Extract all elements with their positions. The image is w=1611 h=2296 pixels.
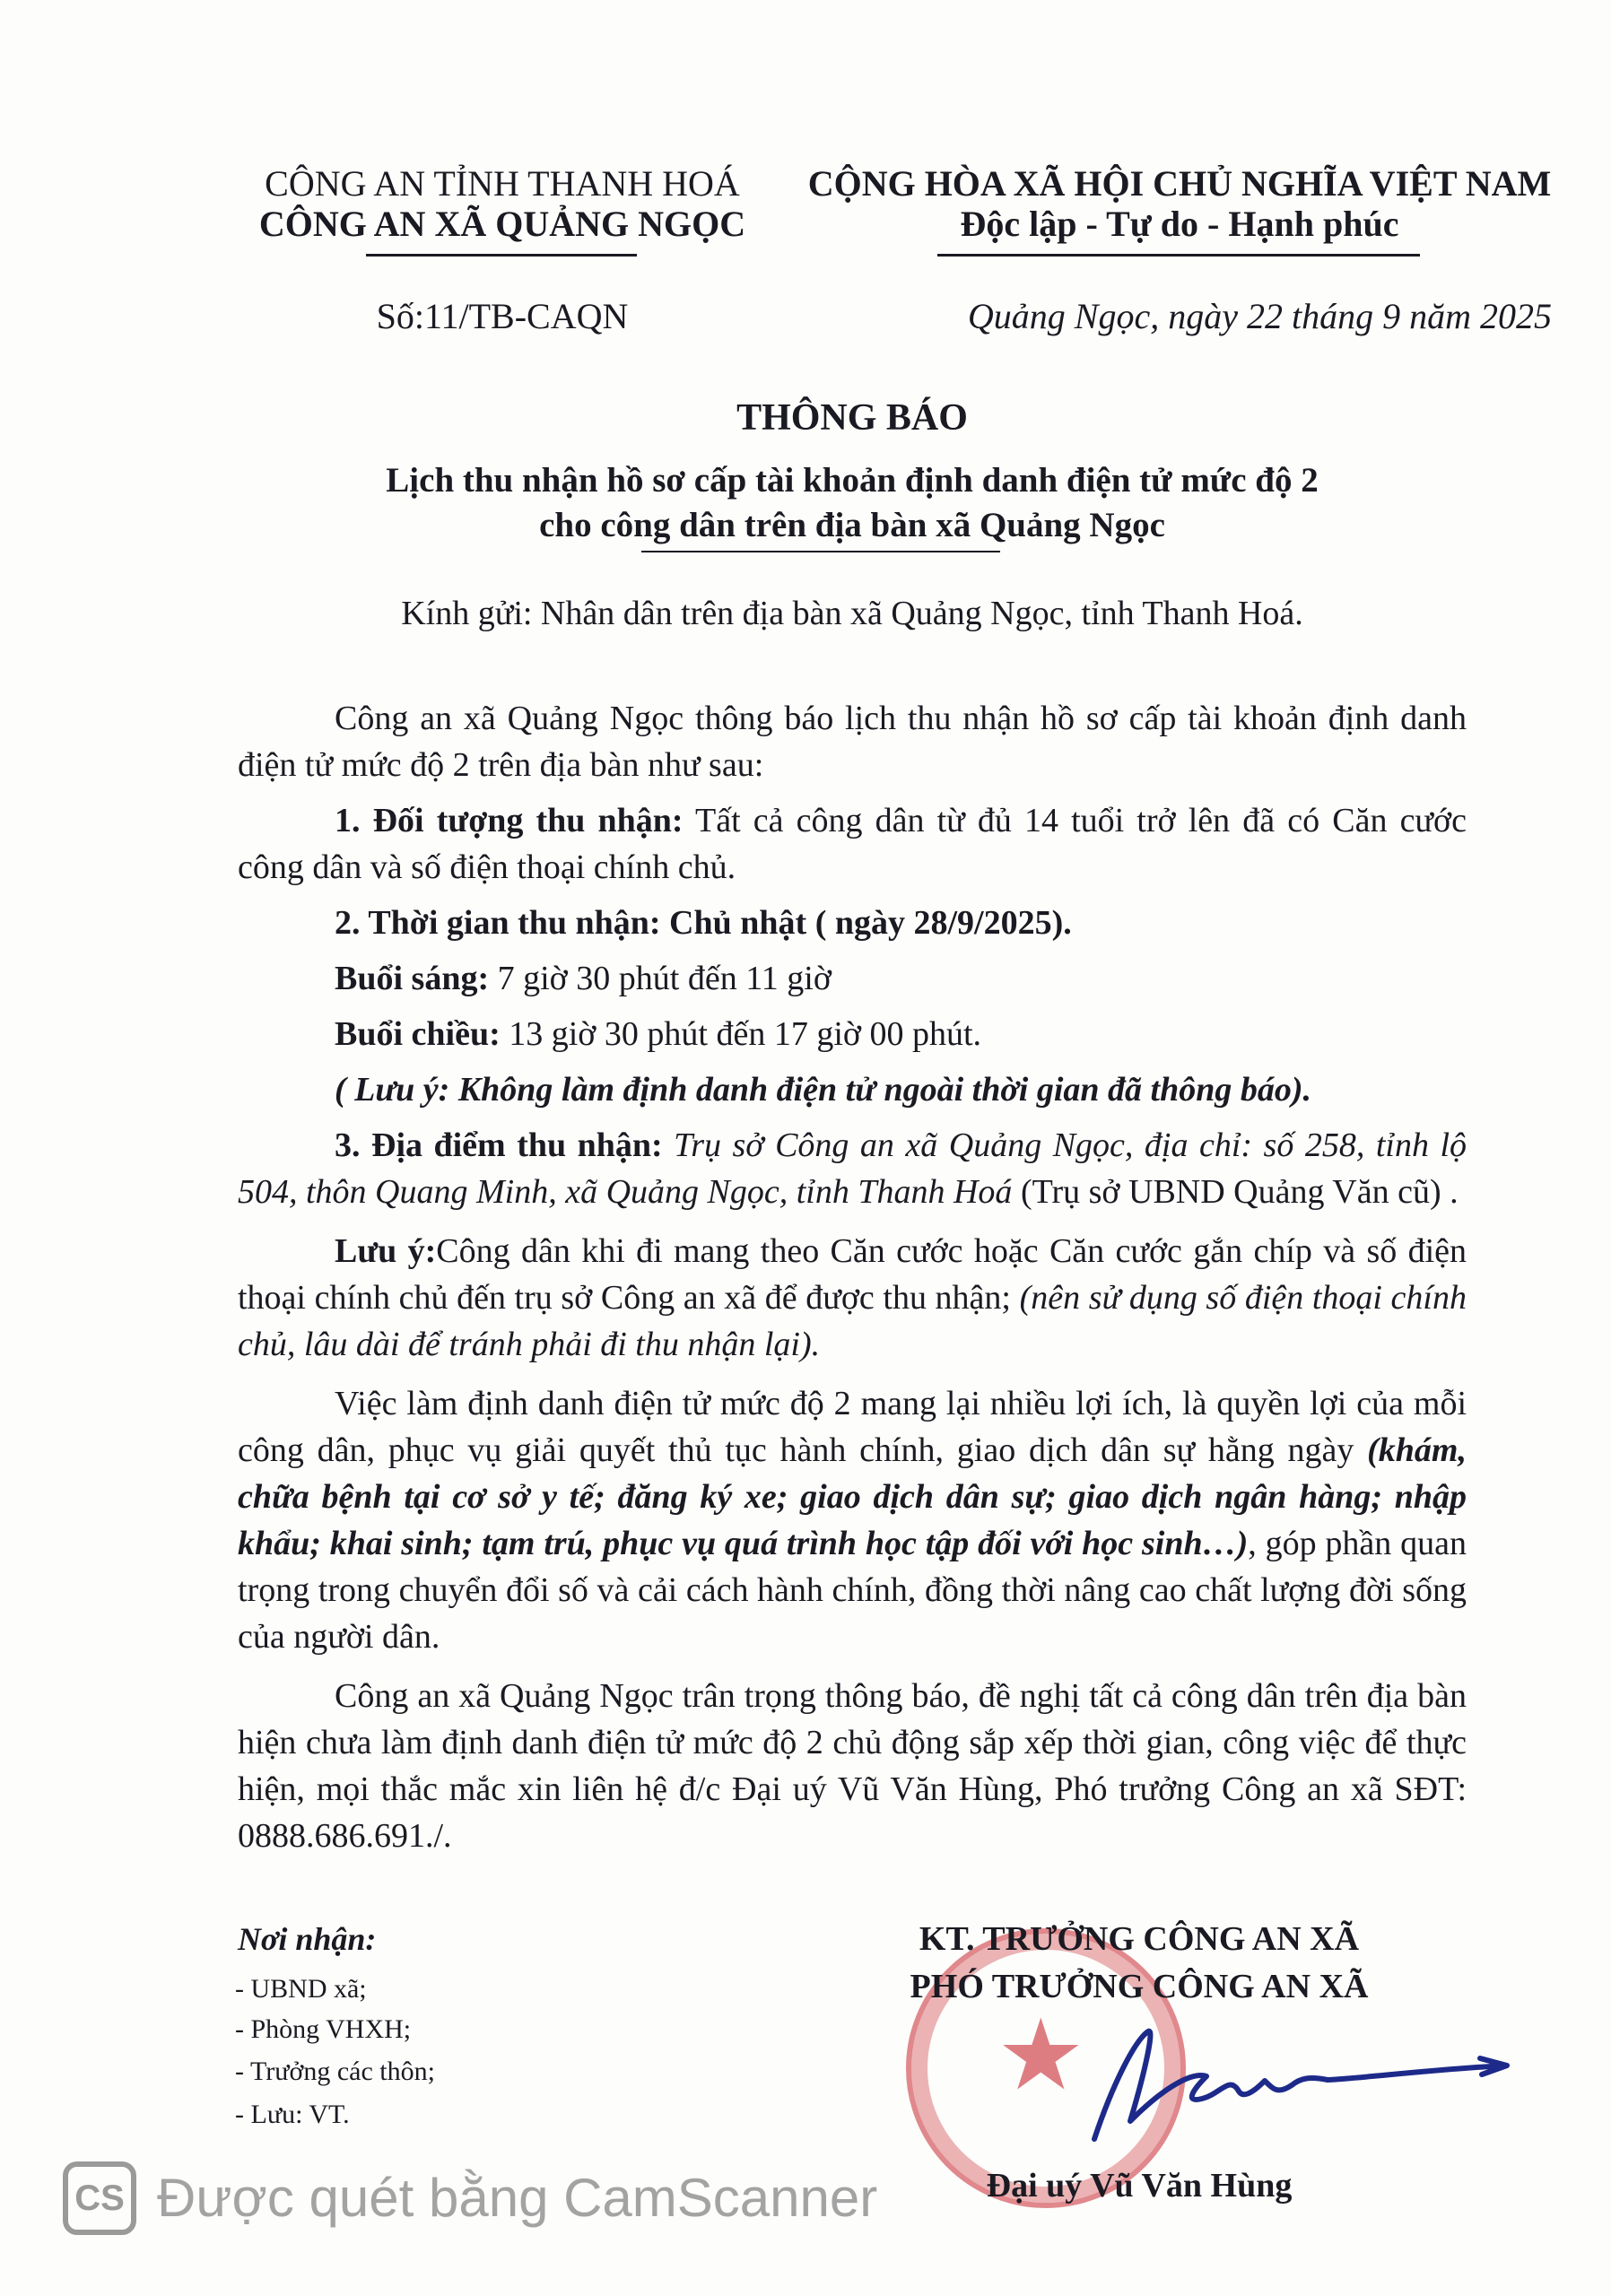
subtitle-underline bbox=[641, 551, 1000, 552]
closing-paragraph: Công an xã Quảng Ngọc trân trọng thông báo, đề nghị tất cả công dân trên địa bàn hiện chưa làm định danh điện tử mức độ 2 chủ động sắp xếp thời gian, công việc để thực hiện, mọi thắc mắc xin liên hệ đ/c Đại uý Vũ Văn Hùng, Phó trưởng Công an xã SĐT: 0888.686.691./. bbox=[238, 1677, 1467, 1855]
document-body bbox=[238, 695, 1467, 1859]
document-subtitle-line2: cho công dân trên địa bàn xã Quảng Ngọc bbox=[539, 506, 1165, 544]
morning-schedule bbox=[238, 955, 1467, 1002]
benefits-paragraph bbox=[238, 1380, 1467, 1660]
note-text: Công dân khi đi mang theo Căn cước hoặc Căn cước gắn chíp và số điện thoại chính chủ đến trụ sở Công an xã để được thu nhận; bbox=[238, 1232, 1467, 1317]
benefits-list: (khám, chữa bệnh tại cơ sở y tế; đăng ký xe; giao dịch dân sự; giao dịch ngân hàng; nhập khẩu; khai sinh; tạm trú, phục vụ quá trình học tập đối với học sinh…) bbox=[238, 1431, 1467, 1562]
signer-name: Đại uý Vũ Văn Hùng bbox=[986, 2167, 1293, 2205]
note-label: Lưu ý: bbox=[335, 1232, 437, 1270]
recipient-item: - UBND xã; bbox=[235, 1974, 367, 2004]
signature-line2: PHÓ TRƯỞNG CÔNG AN XÃ bbox=[910, 1968, 1369, 2005]
item-3-paragraph bbox=[238, 1122, 1467, 1215]
benefits-text-c: , góp phần quan trọng trong chuyển đổi số và cải cách hành chính, đồng thời nâng cao chất lượng đời sống của người dân. bbox=[238, 1525, 1467, 1656]
salutation: Kính gửi: Nhân dân trên địa bàn xã Quảng Ngọc, tỉnh Thanh Hoá. bbox=[401, 595, 1303, 632]
nation-title: CỘNG HÒA XÃ HỘI CHỦ NGHĨA VIỆT NAM bbox=[807, 163, 1552, 204]
agency-parent: CÔNG AN TỈNH THANH HOÁ bbox=[265, 163, 740, 204]
recipient-item: - Phòng VHXH; bbox=[235, 2014, 412, 2044]
afternoon-text: 13 giờ 30 phút đến 17 giờ 00 phút. bbox=[500, 1015, 982, 1053]
item-2-paragraph: 2. Thời gian thu nhận: Chủ nhật ( ngày 28/9/2025). bbox=[335, 904, 1072, 942]
item-3-tail: (Trụ sở UBND Quảng Văn cũ) . bbox=[1012, 1173, 1459, 1211]
recipient-item: - Lưu: VT. bbox=[235, 2100, 350, 2129]
item-1-text: Tất cả công dân từ đủ 14 tuổi trở lên đã có Căn cước công dân và số điện thoại chính chủ. bbox=[238, 802, 1467, 886]
handwritten-signature bbox=[1058, 2022, 1525, 2148]
nation-motto: Độc lập - Tự do - Hạnh phúc bbox=[960, 204, 1399, 244]
intro-paragraph: Công an xã Quảng Ngọc thông báo lịch thu nhận hồ sơ cấp tài khoản định danh điện tử mức độ 2 trên địa bàn như sau: bbox=[238, 700, 1467, 784]
document-subtitle-line1: Lịch thu nhận hồ sơ cấp tài khoản định danh điện tử mức độ 2 bbox=[386, 461, 1319, 500]
item-1-paragraph bbox=[238, 797, 1467, 891]
recipients-label: Nơi nhận: bbox=[238, 1921, 377, 1957]
place-date: Quảng Ngọc, ngày 22 tháng 9 năm 2025 bbox=[967, 296, 1552, 336]
morning-text: 7 giờ 30 phút đến 11 giờ bbox=[489, 960, 832, 997]
note-paragraph bbox=[238, 1228, 1467, 1368]
item-3-label: 3. Địa điểm thu nhận: bbox=[335, 1126, 663, 1164]
camscanner-logo-icon: CS bbox=[63, 2161, 136, 2235]
time-note: ( Lưu ý: Không làm định danh điện tử ngoài thời gian đã thông báo). bbox=[335, 1071, 1311, 1109]
camscanner-watermark: Được quét bằng CamScanner bbox=[157, 2168, 878, 2228]
agency-underline bbox=[366, 254, 637, 257]
motto-underline bbox=[937, 254, 1420, 257]
recipient-item: - Trưởng các thôn; bbox=[235, 2057, 435, 2086]
agency-name: CÔNG AN XÃ QUẢNG NGỌC bbox=[258, 204, 746, 244]
item-1-label: 1. Đối tượng thu nhận: bbox=[335, 802, 684, 839]
seal-star-icon: ★ bbox=[997, 1997, 1085, 2112]
benefits-text-a: Việc làm định danh điện tử mức độ 2 mang lại nhiều lợi ích, là quyền lợi của mỗi công dân, phục vụ giải quyết thủ tục hành chính, giao dịch dân sự hằng ngày bbox=[238, 1385, 1467, 1469]
item-3-address: Trụ sở Công an xã Quảng Ngọc, địa chỉ: số 258, tỉnh lộ 504, thôn Quang Minh, xã Quảng Ngọc, tỉnh Thanh Hoá bbox=[238, 1126, 1467, 1211]
morning-label: Buổi sáng: bbox=[335, 960, 490, 997]
document-title: THÔNG BÁO bbox=[736, 397, 968, 439]
note-italic: (nên sử dụng số điện thoại chính chủ, lâu dài để tránh phải đi thu nhận lại). bbox=[238, 1279, 1467, 1363]
signature-line1: KT. TRƯỞNG CÔNG AN XÃ bbox=[919, 1920, 1360, 1958]
document-number: Số:11/TB-CAQN bbox=[376, 296, 629, 336]
afternoon-schedule bbox=[238, 1011, 1467, 1057]
afternoon-label: Buổi chiều: bbox=[335, 1015, 501, 1053]
